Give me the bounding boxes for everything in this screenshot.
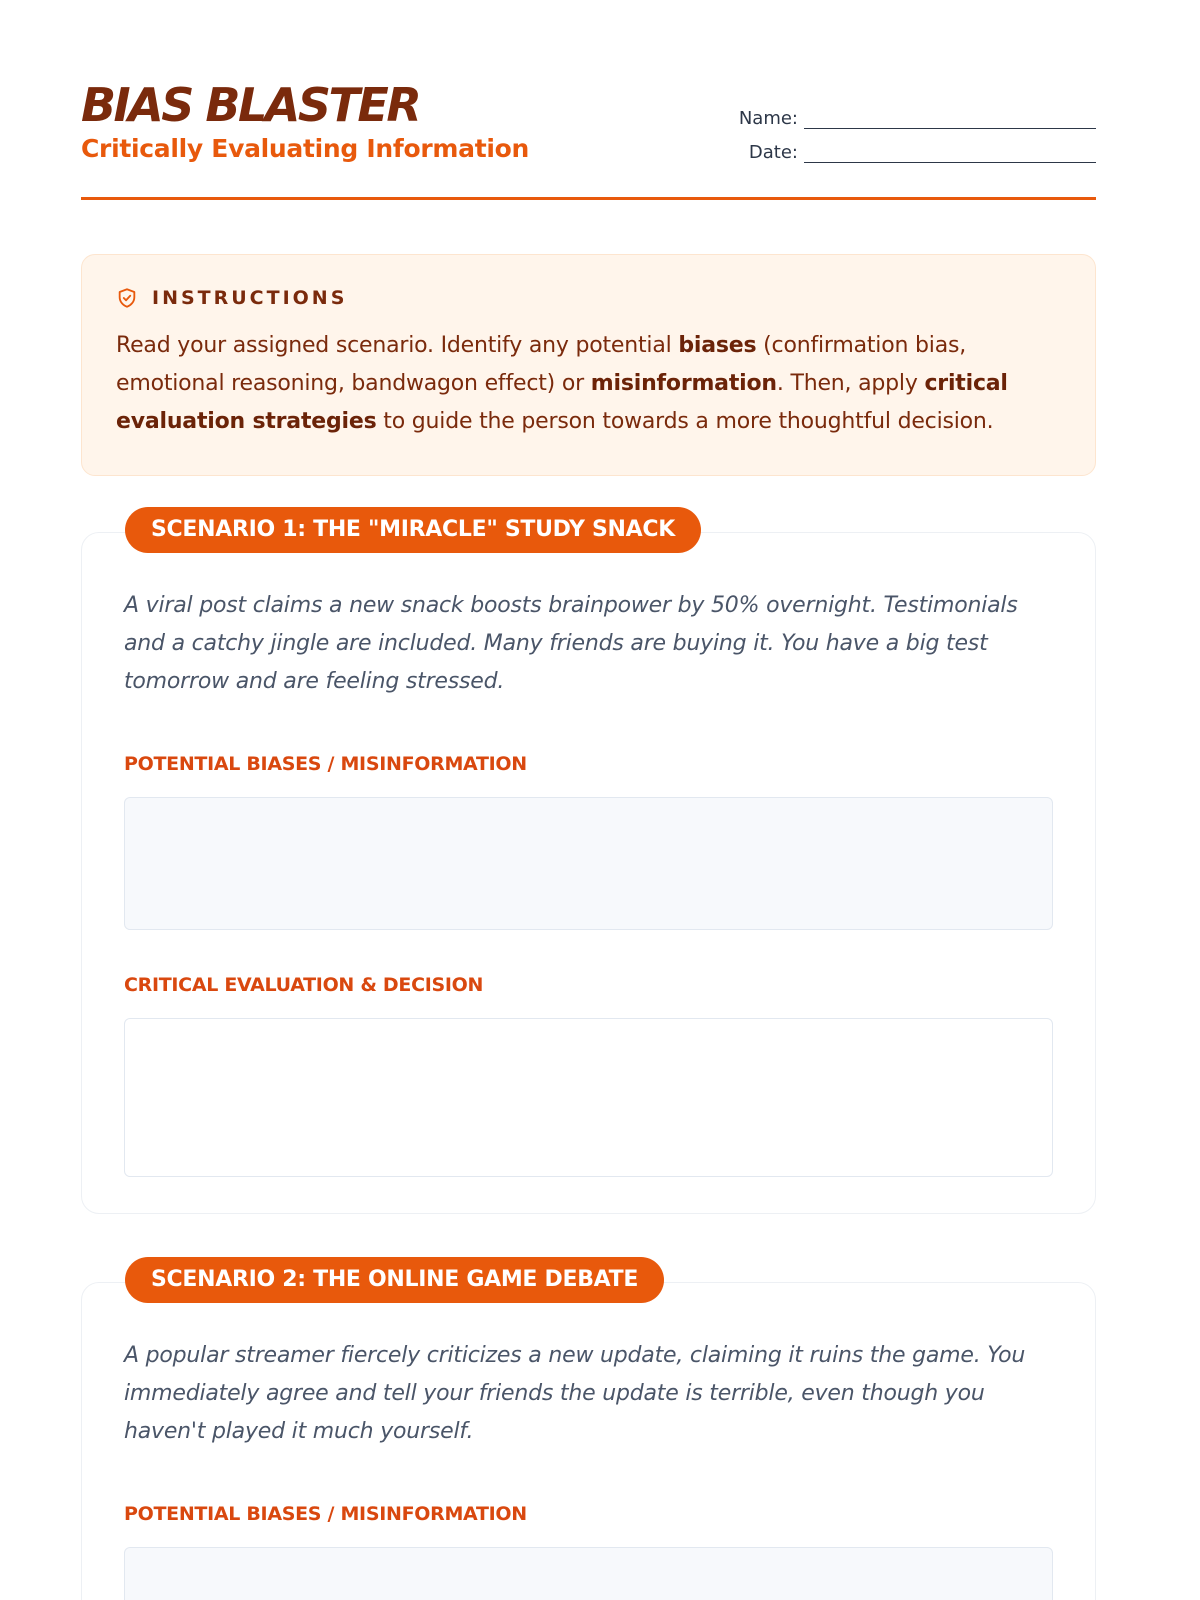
- scenario-2-title: SCENARIO 2: THE ONLINE GAME DEBATE: [125, 1257, 664, 1303]
- instructions-text-part: . Then, apply: [776, 371, 925, 396]
- name-row: [739, 95, 1096, 129]
- worksheet-title: BIAS BLASTER: [81, 78, 420, 132]
- instructions-keyword-biases: biases: [678, 333, 757, 358]
- instructions-keyword-strategies: critical evaluation strategies: [116, 371, 1008, 434]
- worksheet-subtitle: Critically Evaluating Information: [81, 134, 529, 163]
- scenario-card-2: [81, 1267, 1096, 1600]
- scenario-1-biases-label: POTENTIAL BIASES / MISINFORMATION: [124, 753, 527, 775]
- date-label: Date:: [748, 142, 798, 163]
- date-field[interactable]: [804, 145, 1096, 163]
- worksheet-header: [81, 78, 1096, 200]
- instructions-text-part: (confirmation bias, emotional reasoning, bandwagon effect) or: [116, 333, 967, 396]
- instructions-text: [116, 327, 1061, 441]
- scenario-2-text: A popular streamer fiercely criticizes a new update, claiming it ruins the game. You immediately agree and tell your friends the update is terrible, even though you haven't played it much yourself.: [124, 1343, 1026, 1444]
- name-field[interactable]: [804, 111, 1096, 129]
- date-row: [739, 129, 1096, 163]
- scenario-2-biases-answer-box[interactable]: [124, 1547, 1053, 1600]
- instructions-text-part: Read your assigned scenario. Identify any potential: [116, 333, 679, 358]
- instructions-box: [81, 254, 1096, 476]
- scenario-1-title: SCENARIO 1: THE "MIRACLE" STUDY SNACK: [125, 507, 701, 553]
- scenario-1-evaluation-label: CRITICAL EVALUATION & DECISION: [124, 974, 484, 996]
- instructions-text-part: to guide the person towards a more thoughtful decision.: [376, 409, 994, 434]
- scenario-2-biases-label: POTENTIAL BIASES / MISINFORMATION: [124, 1503, 527, 1525]
- scenario-1-evaluation-answer-box[interactable]: [124, 1018, 1053, 1177]
- student-meta: [739, 95, 1096, 163]
- scenario-1-text: A viral post claims a new snack boosts brainpower by 50% overnight. Testimonials and a catchy jingle are included. Many friends are buying it. You have a big test tomorrow and are feeling stressed.: [124, 593, 1018, 694]
- instructions-keyword-misinformation: misinformation: [590, 371, 777, 396]
- shield-check-icon: [116, 286, 138, 310]
- instructions-header: [116, 285, 1061, 311]
- scenario-1-biases-answer-box[interactable]: [124, 797, 1053, 930]
- name-label: Name:: [738, 108, 798, 129]
- scenario-card-1: [81, 517, 1096, 1214]
- instructions-title: INSTRUCTIONS: [152, 287, 348, 309]
